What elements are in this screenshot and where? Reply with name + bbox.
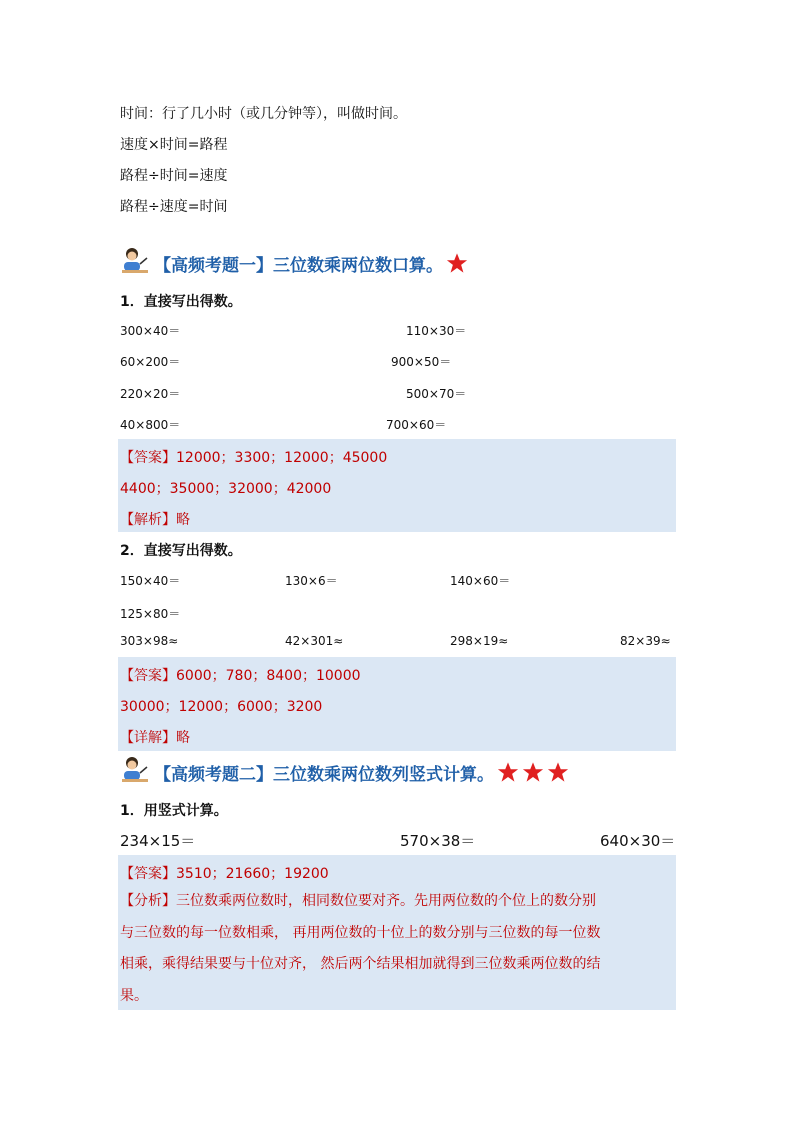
time-definition: 时间：行了几小时（或几分钟等），叫做时间。 [120,106,407,122]
s2-q1-answer: 【答案】3510；21660；19200 [120,866,329,882]
s1-q1-expr: 60×200＝ [120,355,181,369]
s1-q1-answer-cont: 4400；35000；32000；42000 [120,481,332,497]
star-icon [497,761,519,783]
s1-q1-expr: 500×70＝ [406,387,467,401]
s1-q1-expr: 300×40＝ [120,324,181,338]
formula-speed: 路程÷时间=速度 [120,168,228,184]
s1-q1-expr: 110×30＝ [406,324,467,338]
section1-heading [120,247,468,279]
section2-title: 【高频考题二】三位数乘两位数列竖式计算。 [154,764,494,785]
analysis-line: 【分析】三位数乘两位数时，相同数位要对齐。先用两位数的个位上的数分别 [120,893,596,909]
star-icon [547,761,569,783]
s2-q1-expr: 570×38＝ [400,832,476,850]
s1-q1-title: 1．直接写出得数。 [120,294,242,310]
formula-time: 路程÷速度=时间 [120,199,228,215]
formula-distance: 速度×时间=路程 [120,137,228,153]
student-writing-icon [120,246,150,280]
s2-q1-title: 1．用竖式计算。 [120,803,228,819]
s1-q1-expr: 220×20＝ [120,387,181,401]
s1-q2-answer-cont: 30000；12000；6000；3200 [120,699,323,715]
section2-heading [120,756,569,788]
s1-q2-expr: 42×301≈ [285,634,344,648]
s1-q2-detail: 【详解】略 [120,730,190,746]
star-icon [446,252,468,274]
s1-q2-expr: 150×40＝ [120,574,181,588]
s1-q1-expr: 900×50＝ [391,355,452,369]
s1-q2-title: 2．直接写出得数。 [120,543,242,559]
student-writing-icon [120,755,150,789]
s1-q2-expr: 303×98≈ [120,634,179,648]
section1-title: 【高频考题一】三位数乘两位数口算。 [154,255,443,276]
s1-q2-expr: 140×60＝ [450,574,511,588]
s1-q2-expr: 130×6＝ [285,574,338,588]
star-icon [522,761,544,783]
analysis-line: 果。 [120,987,148,1004]
s2-q1-expr: 234×15＝ [120,832,196,850]
s1-q1-expr: 40×800＝ [120,418,181,432]
s2-q1-analysis [120,886,676,1012]
s2-q1-expr: 640×30＝ [600,832,676,850]
s1-q2-expr: 298×19≈ [450,634,509,648]
s1-q1-answer: 【答案】12000；3300；12000；45000 [120,450,388,466]
s1-q2-answer: 【答案】6000；780；8400；10000 [120,668,361,684]
s1-q2-expr: 125×80＝ [120,607,181,621]
analysis-line: 相乘，乘得结果要与十位对齐， 然后两个结果相加就得到三位数乘两位数的结 [120,956,601,972]
s1-q1-analysis: 【解析】略 [120,512,190,528]
s1-q2-expr: 82×39≈ [620,634,671,648]
analysis-line: 与三位数的每一位数相乘， 再用两位数的十位上的数分别与三位数的每一位数 [120,924,601,941]
s1-q1-expr: 700×60＝ [386,418,447,432]
